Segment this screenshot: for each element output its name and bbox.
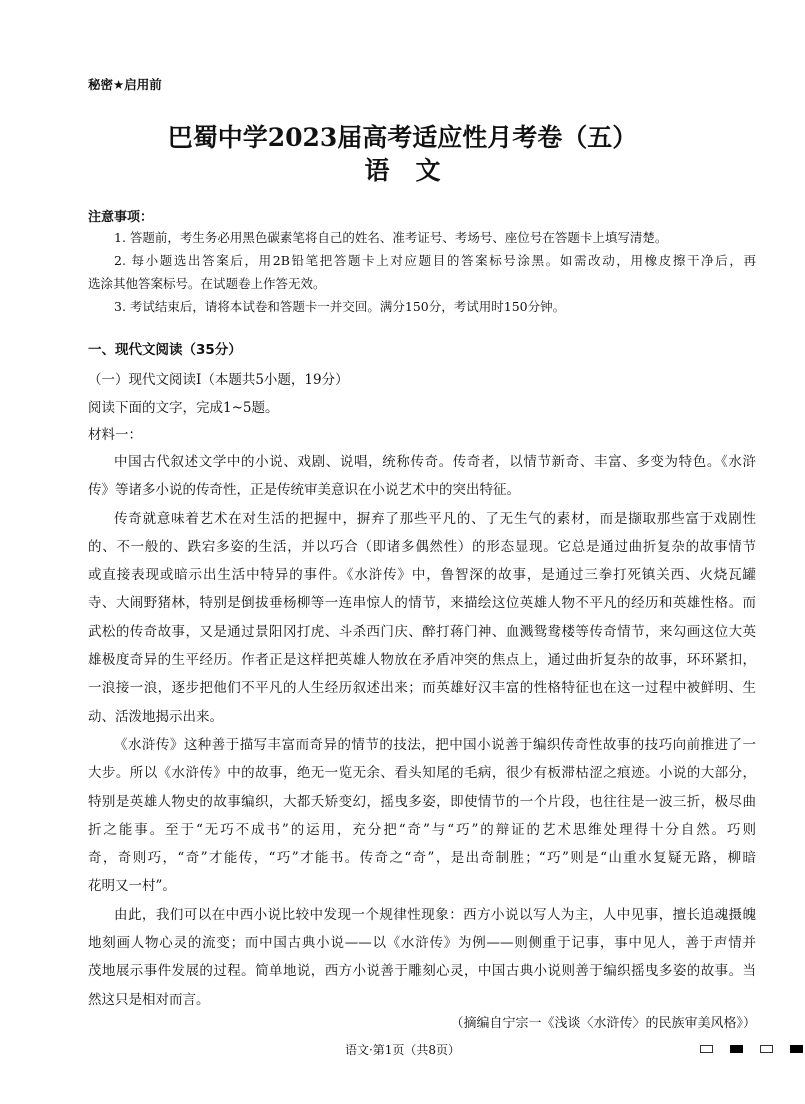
passage [88,448,756,1014]
note-line: 1. 答题前，考生务必用黑色碳素笔将自己的姓名、准考证号、考场号、座位号在答题卡上填写清楚。 [114,230,668,245]
passage-line: 大步。所以《水浒传》中的故事，绝无一览无余、看头知尾的毛病，很少有板滞枯涩之痕迹。小说的大部分， [88,765,756,782]
mark-empty [760,1045,773,1053]
passage-line: 《水浒传》这种善于描写丰富而奇异的情节的技法，把中国小说善于编织传奇性故事的技巧向前推进了一 [114,736,756,753]
section-heading: 一、现代文阅读（35分） [88,342,242,358]
note-line: 3. 考试结束后，请将本试卷和答题卡一并交回。满分150分，考试用时150分钟。 [114,299,566,314]
notes-heading: 注意事项： [88,210,154,225]
passage-line: 传奇就意味着艺术在对生活的把握中，摒弃了那些平凡的、了无生气的素材，而是撷取那些富于戏剧性 [114,510,756,527]
mark-filled [790,1045,803,1053]
confidential-label: 秘密★启用前 [88,77,162,92]
subsection-heading: （一）现代文阅读Ⅰ（本题共5小题，19分） [88,372,349,388]
mark-filled [730,1045,743,1053]
subject-title: 语文 [364,156,467,185]
passage-line: 一浪接一浪，逐步把他们不平凡的人生经历叙述出来；而英雄好汉丰富的性格特征也在这一过程中被鲜明、生 [88,680,756,697]
passage-line: 折之能事。至于“无巧不成书”的运用，充分把“奇”与“巧”的辩证的艺术思维处理得十分自然。巧则 [88,821,756,838]
passage-line: 动、活泼地揭示出来。 [88,708,223,725]
passage-line: 由此，我们可以在中西小说比较中发现一个规律性现象：西方小说以写人为主，人中见事，擅长追魂摄魄 [114,906,756,923]
instruction: 阅读下面的文字，完成1~5题。 [88,400,279,416]
passage-line: 寺、大闹野猪林，特别是倒拔垂杨柳等一连串惊人的情节，来描绘这位英雄人物不平凡的经历和英雄性格。而 [88,595,756,612]
passage-line: 传》等诸多小说的传奇性，正是传统审美意识在小说艺术中的突出特征。 [88,482,520,499]
note-line: 选涂其他答案标号。在试题卷上作答无效。 [88,276,326,291]
passage-line: 的、不一般的、跌宕多姿的生活，并以巧合（即诸多偶然性）的形态显现。它总是通过曲折复杂的故事情节 [88,538,756,555]
passage-line: 雄极度奇异的生平经历。作者正是这样把英雄人物放在矛盾冲突的焦点上，通过曲折复杂的故事，环环紧扣， [88,652,756,669]
passage-line: 地刻画人物心灵的流变；而中国古典小说——以《水浒传》为例——则侧重于记事，事中见人，善于声情并 [88,935,756,952]
passage-line: 中国古代叙述文学中的小说、戏剧、说唱，统称传奇。传奇者，以情节新奇、丰富、多变为特色。《水浒 [114,454,756,470]
alignment-marks [700,1045,803,1053]
passage-line: 花明又一村”。 [88,878,176,895]
passage-line: 或直接表现或暗示出生活中特异的事件。《水浒传》中，鲁智深的故事，是通过三拳打死镇关西、火烧瓦罐 [88,567,756,584]
material-label: 材料一： [88,427,142,443]
note-line: 2. 每小题选出答案后，用2B铅笔把答题卡上对应题目的答案标号涂黑。如需改动，用橡皮擦干净后，再 [114,253,756,268]
exam-title: 巴蜀中学2023届高考适应性月考卷（五） [167,123,638,152]
passage-line: 奇，奇则巧，“奇”才能传，“巧”才能书。传奇之“奇”，是出奇制胜；“巧”则是“山重水复疑无路，柳暗 [88,850,756,867]
source-attribution: （摘编自宁宗一《浅谈〈水浒传〉的民族审美风格》） [450,1016,756,1031]
passage-line: 武松的传奇故事，又是通过景阳冈打虎、斗杀西门庆、醉打蒋门神、血溅鸳鸯楼等传奇情节，来勾画这位大英 [88,623,756,640]
passage-line: 茂地展示事件发展的过程。简单地说，西方小说善于雕刻心灵，中国古典小说则善于编织摇曳多姿的故事。当 [88,963,756,980]
passage-line: 特别是英雄人物史的故事编织，大都夭矫变幻，摇曳多姿，即使情节的一个片段，也往往是一波三折，极尽曲 [88,793,756,810]
page-footer: 语文·第1页（共8页） [344,1043,461,1057]
passage-line: 然这只是相对而言。 [88,991,210,1008]
notes-list [88,226,756,318]
mark-empty [700,1045,713,1053]
